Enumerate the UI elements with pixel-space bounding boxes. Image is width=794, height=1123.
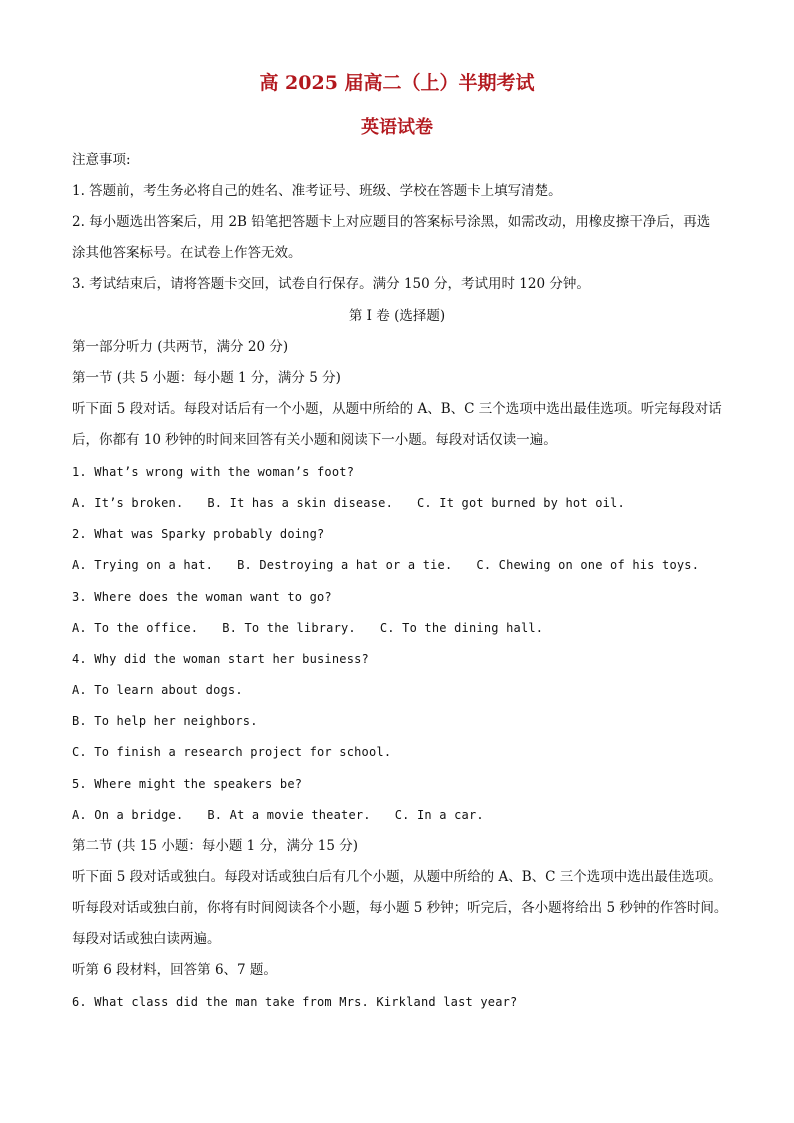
part1-heading: 第一部分听力 (共两节，满分 20 分) xyxy=(72,339,289,355)
question-5-options xyxy=(72,805,728,825)
section2-instructions-line-3: 每段对话或独白读两遍。 xyxy=(72,931,221,947)
question-4: 4. Why did the woman start her business? xyxy=(72,652,369,666)
option-b: B. It has a skin disease. xyxy=(207,496,393,510)
section2-instructions-line-2: 听每段对话或独白前，你将有时间阅读各个小题，每小题 5 秒钟；听完后，各小题将给出 5 秒钟的作答时间。 xyxy=(72,900,728,916)
option-b: B. Destroying a hat or a tie. xyxy=(237,558,453,572)
section1-heading: 第一节 (共 5 小题：每小题 1 分，满分 5 分) xyxy=(72,370,341,386)
question-1-options xyxy=(72,493,728,513)
section1-instructions-line-1: 听下面 5 段对话。每段对话后有一个小题，从题中所给的 A、B、C 三个选项中选出最佳选项。听完每段对话 xyxy=(72,401,722,417)
question-6: 6. What class did the man take from Mrs. Kirkland last year? xyxy=(72,995,518,1009)
exam-subject: 英语试卷 xyxy=(361,117,433,138)
notice-heading: 注意事项: xyxy=(72,152,131,168)
question-3-options xyxy=(72,618,728,638)
material-6-instruction: 听第 6 段材料，回答第 6、7 题。 xyxy=(72,962,277,978)
question-1: 1. What’s wrong with the woman’s foot? xyxy=(72,465,355,479)
notice-item-1: 1. 答题前，考生务必将自己的姓名、准考证号、班级、学校在答题卡上填写清楚。 xyxy=(72,183,562,199)
section1-instructions-line-2: 后，你都有 10 秒钟的时间来回答有关小题和阅读下一小题。每段对话仅读一遍。 xyxy=(72,432,557,448)
volume-heading: 第 I 卷 (选择题) xyxy=(348,308,446,324)
option-a: A. It’s broken. xyxy=(72,496,184,510)
notice-item-3: 3. 考试结束后，请将答题卡交回，试卷自行保存。满分 150 分，考试用时 120 分钟。 xyxy=(72,276,590,292)
option-b: B. To the library. xyxy=(222,621,356,635)
question-4-option-c: C. To finish a research project for school. xyxy=(72,745,392,759)
option-c: C. It got burned by hot oil. xyxy=(417,496,625,510)
option-a: A. To the office. xyxy=(72,621,199,635)
question-2: 2. What was Sparky probably doing? xyxy=(72,527,325,541)
option-c: C. Chewing on one of his toys. xyxy=(476,558,700,572)
exam-title: 高 2025 届高二（上）半期考试 xyxy=(259,72,535,94)
option-b: B. At a movie theater. xyxy=(207,808,371,822)
question-2-options xyxy=(72,555,728,575)
question-4-option-b: B. To help her neighbors. xyxy=(72,714,258,728)
question-4-option-a: A. To learn about dogs. xyxy=(72,683,243,697)
option-c: C. In a car. xyxy=(394,808,484,822)
option-c: C. To the dining hall. xyxy=(379,621,544,635)
section2-heading: 第二节 (共 15 小题：每小题 1 分，满分 15 分) xyxy=(72,838,359,854)
option-a: A. Trying on a hat. xyxy=(72,558,214,572)
notice-item-2-line-2: 涂其他答案标号。在试卷上作答无效。 xyxy=(72,245,302,261)
question-5: 5. Where might the speakers be? xyxy=(72,777,303,791)
notice-item-2-line-1: 2. 每小题选出答案后，用 2B 铅笔把答题卡上对应题目的答案标号涂黑，如需改动，用橡皮擦干净后，再选 xyxy=(72,214,711,230)
section2-instructions-line-1: 听下面 5 段对话或独白。每段对话或独白后有几个小题，从题中所给的 A、B、C 三个选项中选出最佳选项。 xyxy=(72,869,722,885)
option-a: A. On a bridge. xyxy=(72,808,184,822)
question-3: 3. Where does the woman want to go? xyxy=(72,590,332,604)
